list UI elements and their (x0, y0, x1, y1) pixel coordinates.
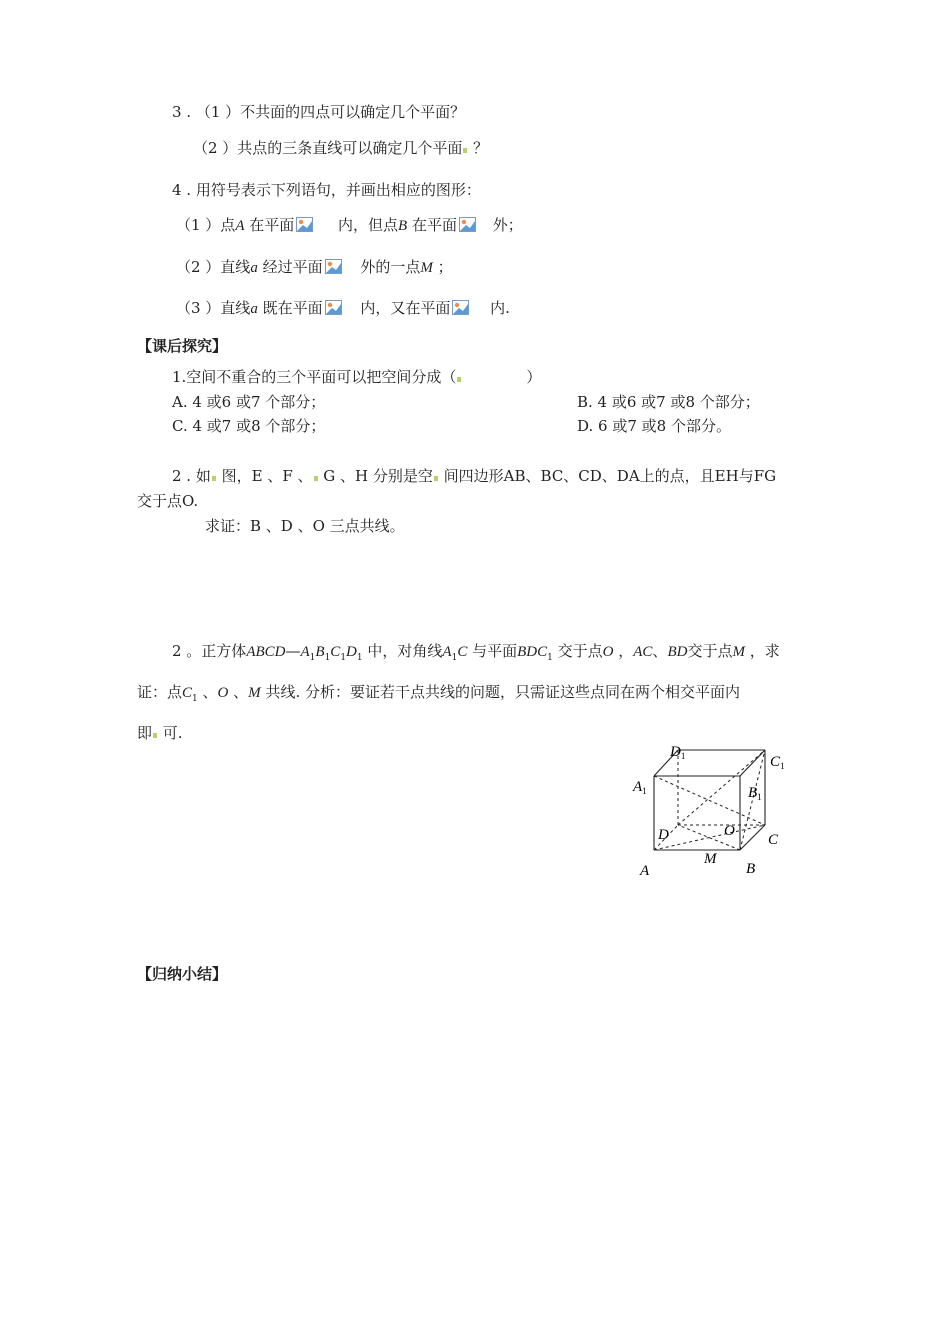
p2-line-3: 求证：B 、D 、O 三点共线。 (205, 517, 405, 535)
p1-stem: 1.空间不重合的三个平面可以把空间分成（ ） (172, 368, 542, 386)
plane-symbol-icon (452, 300, 469, 315)
text-mark (314, 476, 318, 481)
plane-symbol-icon (325, 259, 342, 274)
p3-line-1: 2 。正方体$ABCD—A_1B_1C_1D_1$ 中，对角线$A_1C$ 与平面$BDC_1$ 交于点O ，AC、BD交于点M ，求 (172, 642, 780, 663)
plane-symbol-icon (296, 217, 313, 232)
p1-option-a: A. 4 或6 或7 个部分； (172, 393, 326, 411)
p1-option-d: D. 6 或7 或8 个部分。 (577, 417, 731, 435)
section-heading-summary: 【归纳小结】 (137, 965, 228, 983)
label-c1: $C_1$ (770, 754, 785, 771)
label-c: C (768, 832, 779, 848)
label-m: M (704, 851, 717, 867)
label-o: O (724, 823, 735, 839)
p3-line-2: 证：点$C_1$ 、O 、M 共线. 分析：要证若干点共线的问题，只需证这些点同在两个相交平面内 (137, 683, 740, 704)
text-mark (457, 377, 461, 382)
label-b1: $B_1$ (748, 785, 762, 802)
section-heading-after-class: 【课后探究】 (137, 337, 228, 355)
q3-part2: （2 ）共点的三条直线可以确定几个平面 ？ (193, 139, 489, 157)
q4-statement-3: （3 ）直线a 既在平面 内，又在平面 内. (176, 299, 510, 317)
p3-line-3: 即 可. (137, 724, 183, 742)
q4-statement-2: （2 ）直线a 经过平面 外的一点M ； (176, 258, 453, 276)
plane-symbol-icon (325, 300, 342, 315)
q4-statement-1: （1 ）点A 在平面 内，但点B 在平面 外； (176, 216, 523, 234)
diag-a-c (654, 825, 765, 850)
label-d: D (658, 827, 669, 843)
label-a1: $A_1$ (633, 779, 647, 796)
edge-b1-c1 (740, 750, 765, 776)
p2-line-2: 交于点O. (137, 492, 199, 510)
q4-intro: 4 . 用符号表示下列语句，并画出相应的图形： (172, 181, 481, 199)
label-a: A (640, 863, 650, 879)
cube-figure (628, 738, 798, 883)
plane-symbol-icon (459, 217, 476, 232)
text-mark (434, 476, 438, 481)
q3-part1: 3 . （1 ）不共面的四点可以确定几个平面？ (172, 103, 466, 121)
p1-option-b: B. 4 或6 或7 或8 个部分； (577, 393, 760, 411)
p1-option-c: C. 4 或7 或8 个部分； (172, 417, 326, 435)
text-mark (153, 733, 157, 738)
edge-b-c (740, 825, 765, 850)
text-mark (463, 148, 467, 153)
p2-line-1: 2 . 如 图，E 、F 、 G 、H 分别是空 间四边形AB、BC、CD、DA上的点，且EH与FG (172, 467, 777, 485)
label-d1: $D_1$ (670, 744, 686, 761)
label-b: B (746, 861, 756, 877)
text-mark (212, 476, 216, 481)
